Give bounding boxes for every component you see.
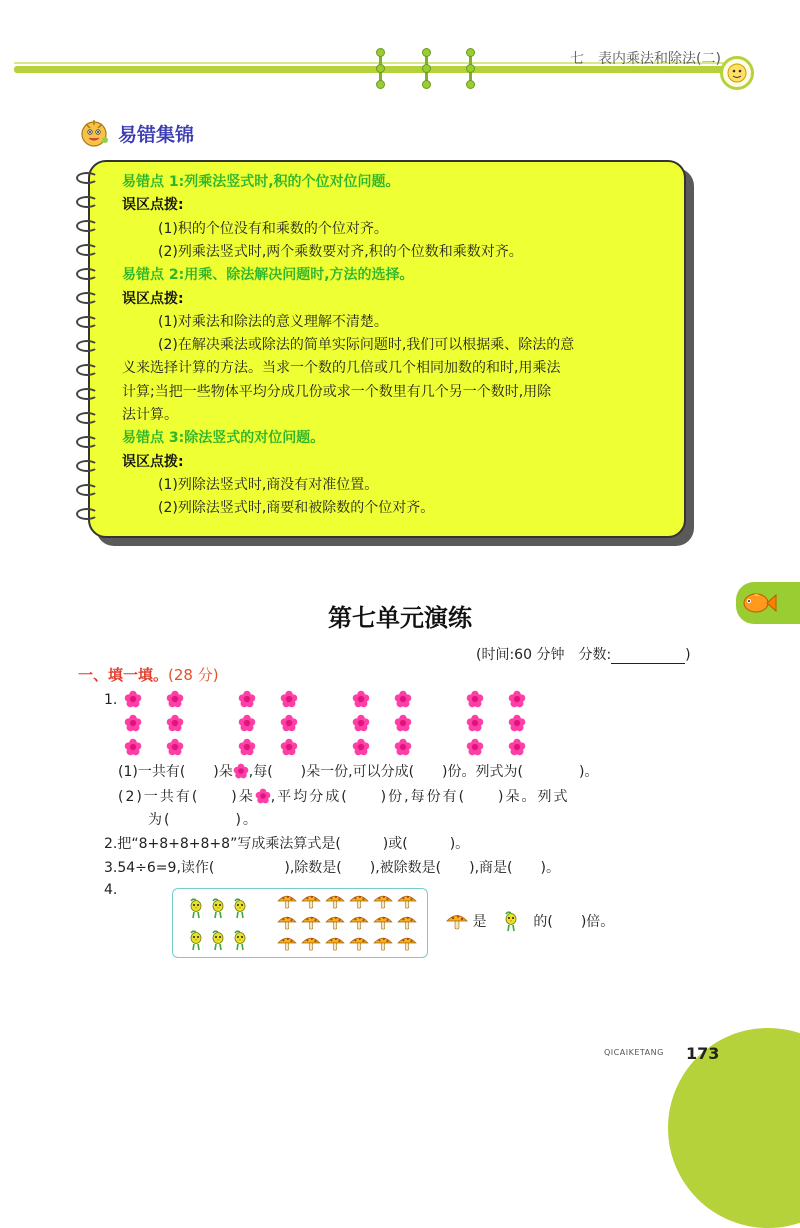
mushroom-icon — [301, 935, 321, 951]
note-line-para: 计算;当把一些物体平均分成几份或求一个数里有几个另一个数时,用除 — [122, 383, 552, 400]
flower-icon — [166, 690, 184, 708]
flower-icon — [124, 690, 142, 708]
spiral-binding — [76, 172, 102, 532]
score-blank — [611, 649, 685, 664]
note-line-head: 误区点拨: — [122, 197, 184, 214]
bird-icon — [233, 929, 247, 951]
bird-icon — [189, 929, 203, 951]
spiral-ring-icon — [76, 436, 98, 448]
page-number: 173 — [686, 1044, 720, 1063]
note-line-para: 义来选择计算的方法。当求一个数的几倍或几个相同加数的和时,用乘法 — [122, 360, 561, 377]
q1-part2-text-b: ,平均分成( )份,每份有( )朵。列式 — [270, 789, 570, 805]
flower-icon — [280, 714, 298, 732]
q4-picture-box — [172, 888, 428, 958]
brand-text: QICAIKETANG — [604, 1048, 664, 1057]
flower-icon — [394, 690, 412, 708]
mushroom-icon — [397, 893, 417, 909]
note-line-item: (1)列除法竖式时,商没有对准位置。 — [158, 476, 379, 493]
mushroom-icon — [349, 914, 369, 930]
mushroom-icon — [446, 912, 468, 930]
section1-title: 一、填一填。 — [78, 666, 169, 684]
spiral-ring-icon — [76, 196, 98, 208]
flower-icon — [238, 714, 256, 732]
binder-pin-icon — [466, 48, 475, 90]
q4-times-text: 的( )倍。 — [533, 914, 615, 930]
header-badge-icon — [720, 56, 754, 90]
chapter-title: 七 表内乘法和除法(二) — [570, 51, 721, 67]
bird-icon — [233, 897, 247, 919]
flower-icon — [280, 690, 298, 708]
spiral-ring-icon — [76, 412, 98, 424]
q4-is: 是 — [472, 914, 487, 930]
mushroom-icon — [277, 914, 297, 930]
mushroom-icon — [373, 914, 393, 930]
section1-points: (28 分) — [168, 666, 219, 684]
note-line-item: (1)积的个位没有和乘数的个位对齐。 — [158, 220, 388, 237]
spiral-ring-icon — [76, 484, 98, 496]
flower-icon — [166, 714, 184, 732]
flower-icon — [466, 738, 484, 756]
spiral-ring-icon — [76, 220, 98, 232]
mushroom-icon — [277, 893, 297, 909]
bird-icon — [503, 910, 519, 932]
section-title-mistakes: 易错集锦 — [118, 124, 195, 146]
flower-icon — [508, 690, 526, 708]
flower-icon — [124, 738, 142, 756]
flower-icon — [466, 714, 484, 732]
flower-icon — [466, 690, 484, 708]
bird-icon — [189, 897, 203, 919]
spiral-ring-icon — [76, 508, 98, 520]
mushroom-icon — [373, 893, 393, 909]
cartoon-mascot-icon — [78, 118, 110, 148]
unit-title: 第七单元演练 — [328, 604, 472, 632]
spiral-ring-icon — [76, 316, 98, 328]
spiral-ring-icon — [76, 172, 98, 184]
mushroom-icon — [301, 893, 321, 909]
note-line-item: (2)在解决乘法或除法的简单实际问题时,我们可以根据乘、除法的意 — [158, 337, 575, 354]
flower-icon — [233, 763, 249, 779]
flower-icon — [394, 738, 412, 756]
flower-icon — [255, 788, 271, 804]
flower-icon — [352, 690, 370, 708]
mushroom-icon — [277, 935, 297, 951]
q4-statement — [446, 910, 614, 932]
flower-icon — [508, 714, 526, 732]
flower-icon — [238, 690, 256, 708]
mushroom-icon — [325, 935, 345, 951]
q1-part2 — [118, 787, 570, 807]
flower-icon — [352, 738, 370, 756]
mushroom-icon — [301, 914, 321, 930]
flower-icon — [280, 738, 298, 756]
binder-pin-icon — [422, 48, 431, 90]
note-line-item: (1)对乘法和除法的意义理解不清楚。 — [158, 313, 388, 330]
mushroom-icon — [325, 893, 345, 909]
note-line-point: 易错点 2:用乘、除法解决问题时,方法的选择。 — [122, 267, 414, 284]
spiral-ring-icon — [76, 292, 98, 304]
q1-part2-text-a: (2)一共有( )朵 — [118, 789, 255, 805]
spiral-ring-icon — [76, 340, 98, 352]
mushroom-icon — [397, 914, 417, 930]
section1-heading — [78, 664, 219, 685]
flower-icon — [508, 738, 526, 756]
flower-icon — [238, 738, 256, 756]
spiral-ring-icon — [76, 388, 98, 400]
note-line-para: 法计算。 — [122, 407, 178, 423]
flower-icon — [352, 714, 370, 732]
mushroom-icon — [397, 935, 417, 951]
note-line-item: (2)列除法竖式时,商要和被除数的个位对齐。 — [158, 500, 435, 517]
q1-part3: 为( )。 — [148, 812, 259, 828]
q1-number: 1. — [104, 692, 118, 708]
mushroom-icon — [325, 914, 345, 930]
q3-text: 3.54÷6=9,读作( ),除数是( ),被除数是( ),商是( )。 — [104, 860, 560, 876]
note-line-head: 误区点拨: — [122, 453, 184, 470]
q1-part1-text-b: ,每( )朵一份,可以分成( )份。列式为( )。 — [248, 764, 599, 780]
mushroom-icon — [349, 893, 369, 909]
spiral-ring-icon — [76, 460, 98, 472]
flower-icon — [394, 714, 412, 732]
flower-icon — [166, 738, 184, 756]
note-line-head: 误区点拨: — [122, 290, 184, 307]
bird-icon — [211, 897, 225, 919]
time-score-close: ) — [685, 647, 691, 663]
bird-icon — [211, 929, 225, 951]
binder-pin-icon — [376, 48, 385, 90]
spiral-ring-icon — [76, 244, 98, 256]
q1-part1 — [118, 762, 598, 782]
spiral-ring-icon — [76, 268, 98, 280]
q1-part1-text-a: (1)一共有( )朵 — [118, 764, 233, 780]
flower-icon — [124, 714, 142, 732]
mushroom-icon — [349, 935, 369, 951]
spiral-ring-icon — [76, 364, 98, 376]
note-line-item: (2)列乘法竖式时,两个乘数要对齐,积的个位数和乘数对齐。 — [158, 243, 523, 260]
mushroom-icon — [373, 935, 393, 951]
note-line-point: 易错点 1:列乘法竖式时,积的个位对位问题。 — [122, 174, 400, 190]
note-line-point: 易错点 3:除法竖式的对位问题。 — [122, 430, 325, 447]
q4-number: 4. — [104, 882, 118, 898]
time-score-line — [476, 644, 691, 664]
q2-text: 2.把“8+8+8+8+8”写成乘法算式是( )或( )。 — [104, 836, 470, 852]
time-score-label: (时间:60 分钟 分数: — [476, 647, 612, 663]
